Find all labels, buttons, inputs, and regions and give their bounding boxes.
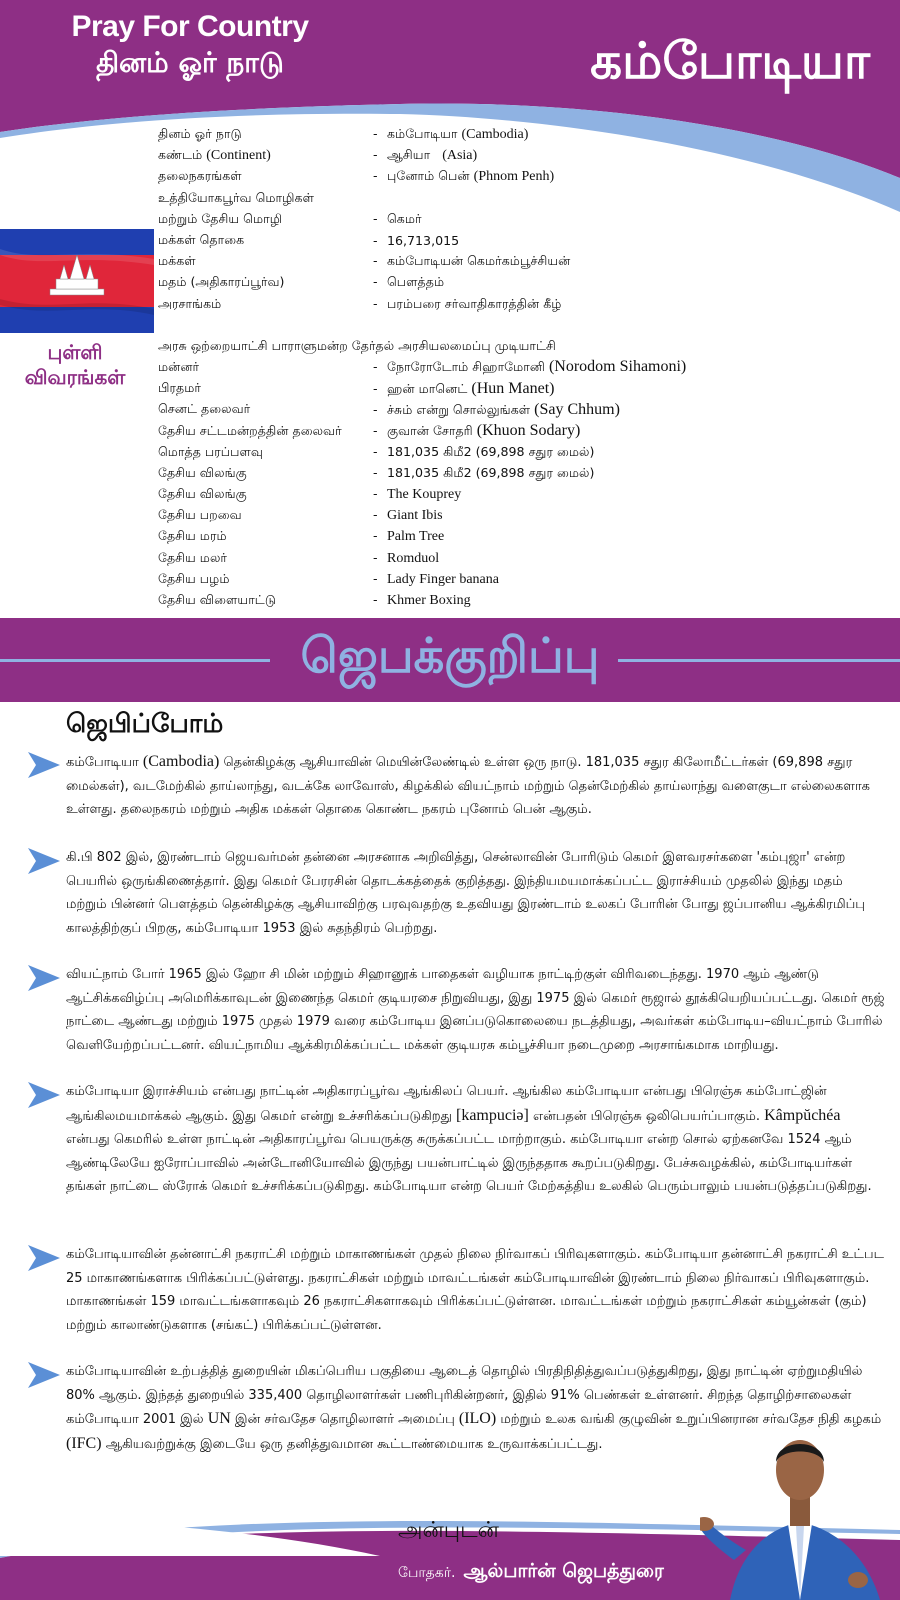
fact-key: செனட் தலைவர் xyxy=(158,401,251,417)
prayer-paragraph: கம்போடியாவின் உற்பத்தித் துறையின் மிகப்பெரிய பகுதியை ஆடைத் தொழில் பிரதிநிதித்துவப்படுத்துகிறது, இது நாட்டின் ஏற்றுமதியில் 80% ஆகும். இந்தத் துறையில் 335,400 தொழிலாளர்கள் பணிபுரிகின்றனர், இதில் 91% பெண்கள் உள்ளனர். சிறந்த தொழிற்சாலைகள் கம்போடியா 2001 இல் UN இன் சர்வதேச தொழிலாளர் அமைப்பு (ILO) மற்றும் உலக வங்கி குழுவின் உறுப்பினரான சர்வதேச நிதி கழகம் (IFC) ஆகியவற்றுக்கு இடையே ஒரு தனித்துவமான கூட்டாண்மையாக உருவாக்கப்பட்டது. xyxy=(66,1364,882,1452)
prayer-paragraph: கம்போடியா இராச்சியம் என்பது நாட்டின் அதிகாரப்பூர்வ ஆங்கிலப் பெயர். ஆங்கில கம்போடியா என்பது பிரெஞ்சு கம்போட்ஜின் ஆங்கிலமயமாக்கல் ஆகும். இது கெமர் என்று உச்சரிக்கப்படுகிறது [kampuciə] என்பதன் பிரெஞ்சு ஒலிபெயர்ப்பாகும். Kâmpŭchéa என்பது கெமரில் உள்ள நாட்டின் அதிகாரப்பூர்வ பெயருக்கு சுருக்கப்பட்ட மாற்றாகும். கம்போடியா என்ற சொல் ஏற்கனவே 1524 ஆம் ஆண்டிலேயே ஐரோப்பாவில் அன்டோனியோவில் இருந்து பயன்பாட்டில் இருந்ததாக கூறப்படுகிறது. பேச்சுவழக்கில், கம்போடியர்கள் தங்கள் நாட்டை ஸ்ரோக் கெமர் உச்சரிக்கப்படுகிறது. கம்போடியா என்ற பெயர் மேற்கத்திய உலகில் பெரும்பாலும் பயன்படுத்தப்படுகிறது. xyxy=(66,1084,872,1194)
government-line: அரசு ஒற்றையாட்சி பாராளுமன்ற தேர்தல் அரசியலமைப்பு முடியாட்சி xyxy=(158,337,556,353)
bullet-arrow-icon xyxy=(28,1362,60,1388)
bullet-arrow-icon xyxy=(28,1245,60,1271)
country-title: கம்போடியா xyxy=(590,32,870,90)
pray-title-en: Pray For Country xyxy=(71,10,309,43)
fact-key: தேசிய சட்டமன்றத்தின் தலைவர் xyxy=(158,422,342,438)
facts-table xyxy=(158,124,898,611)
prayer-paragraph: கம்போடியா (Cambodia) தென்கிழக்கு ஆசியாவின் மெயின்லேண்டில் உள்ள ஒரு நாடு. 181,035 சதுர கிலோமீட்டர்கள் (69,898 சதுர மைல்கள்), வடமேற்கில் தாய்லாந்து, வடக்கே லாவோஸ், கிழக்கில் வியட்நாம் மற்றும் தென்மேற்கில் தாய்லாந்து வளைகுடா எல்லைகளாக உள்ளது. தலைநகரம் மற்றும் அதிக மக்கள் தொகை கொண்ட நகரம் புனோம் பென் ஆகும். xyxy=(66,753,870,817)
fact-key: மதம் (அதிகாரப்பூர்வ) xyxy=(158,274,285,290)
pastor-name: ஆல்பார்ன் ஜெபத்துரை xyxy=(463,1560,664,1582)
fact-key: மக்கள் xyxy=(158,253,196,269)
fact-row xyxy=(158,145,898,166)
bullet-arrow-icon xyxy=(28,1082,60,1108)
bullet-arrow-icon xyxy=(28,752,60,778)
pastor-portrait xyxy=(700,1410,900,1600)
fact-key: தேசிய மலர் xyxy=(158,549,227,565)
government-row xyxy=(158,336,898,357)
fact-value: - பௌத்தம் xyxy=(373,274,898,291)
fact-value: - புனோம் பென் (Phnom Penh) xyxy=(373,168,898,185)
cambodia-flag-icon xyxy=(0,229,154,333)
fact-row xyxy=(158,124,898,145)
fact-row xyxy=(158,166,898,187)
side-label xyxy=(0,340,150,390)
fact-key: தேசிய பறவை xyxy=(158,507,242,523)
fact-value: - கம்போடியன் கெமர்கம்பூச்சியன் xyxy=(373,253,898,270)
fact-key: தேசிய விலங்கு xyxy=(158,486,247,502)
fact-key: பிரதமர் xyxy=(158,380,201,396)
fact-value: - பரம்பரை சர்வாதிகாரத்தின் கீழ் xyxy=(373,296,898,313)
fact-value: - Lady Finger banana xyxy=(373,571,898,588)
fact-row xyxy=(158,378,898,399)
fact-row xyxy=(158,484,898,505)
fact-value: - Giant Ibis xyxy=(373,507,898,524)
fact-row xyxy=(158,357,898,378)
fact-value: - ஹன் மானெட் (Hun Manet) xyxy=(373,380,898,398)
fact-row xyxy=(158,188,898,209)
fact-key: கண்டம் (Continent) xyxy=(158,147,271,164)
pray-title-ta: தினம் ஓர் நாடு xyxy=(96,46,284,79)
fact-key: மன்னர் xyxy=(158,358,200,374)
fact-key: மக்கள் தொகை xyxy=(158,232,245,248)
fact-value: - Khmer Boxing xyxy=(373,592,898,609)
fact-value: - கெமர் xyxy=(373,211,898,228)
fact-key: தேசிய பழம் xyxy=(158,570,230,586)
fact-row xyxy=(158,272,898,293)
prayer-points-band xyxy=(0,618,900,702)
fact-key: மற்றும் தேசிய மொழி xyxy=(158,210,283,226)
band-title: ஜெபக்குறிப்பு xyxy=(300,628,600,684)
fact-value: - 181,035 கிமீ2 (69,898 சதுர மைல்) xyxy=(373,465,898,482)
side-label-line1: புள்ளி xyxy=(47,340,103,364)
fact-value: - The Kouprey xyxy=(373,486,898,503)
fact-row xyxy=(158,209,898,230)
fact-row xyxy=(158,230,898,251)
pray-for-country-logo xyxy=(60,10,320,83)
fact-key: தலைநகரங்கள் xyxy=(158,168,242,184)
fact-row xyxy=(158,569,898,590)
bullet-arrow-icon xyxy=(28,965,60,991)
fact-value: - கம்போடியா (Cambodia) xyxy=(373,126,898,143)
fact-row xyxy=(158,463,898,484)
fact-value: - நோரோடோம் சிஹாமோனி (Norodom Sihamoni) xyxy=(373,358,898,376)
fact-key: மொத்த பரப்பளவு xyxy=(158,443,263,459)
fact-row xyxy=(158,294,898,315)
fact-row xyxy=(158,526,898,547)
fact-key: தினம் ஓர் நாடு xyxy=(158,126,242,142)
fact-value: - ஆசியா (Asia) xyxy=(373,147,898,164)
bullet-arrow-icon xyxy=(28,848,60,874)
fact-row xyxy=(158,442,898,463)
fact-value: - குவான் சோதரி (Khuon Sodary) xyxy=(373,422,898,440)
fact-value: - Romduol xyxy=(373,550,898,567)
side-label-line2: விவரங்கள் xyxy=(24,365,126,389)
fact-key: தேசிய விளையாட்டு xyxy=(158,592,277,608)
section-heading: ஜெபிப்போம் xyxy=(66,709,224,739)
fact-value: - ச்சும் என்று சொல்லுங்கள் (Say Chhum) xyxy=(373,401,898,419)
prayer-paragraph: கி.பி 802 இல், இரண்டாம் ஜெயவர்மன் தன்னை அரசனாக அறிவித்து, சென்லாவின் போரிடும் கெமர் இளவரசர்களை 'கம்புஜா' என்ற பெயரில் ஒருங்கிணைத்தார். இது கெமர் பேரரசின் தொடக்கத்தைக் குறித்தது. இந்தியமயமாக்கப்பட்ட இராச்சியம் முதலில் இந்து மதம் மற்றும் பின்னர் பௌத்தம் தென்கிழக்கு ஆசியாவிற்கு பரவுவதற்கு உதவியது இரண்டாம் உலகப் போரின் போது ஜப்பானிய ஆக்கிரமிப்பு காலத்திற்குப் பிறகு, கம்போடியா 1953 இல் சுதந்திரம் பெற்றது. xyxy=(66,850,865,936)
fact-value: - Palm Tree xyxy=(373,528,898,545)
prayer-paragraph: கம்போடியாவின் தன்னாட்சி நகராட்சி மற்றும் மாகாணங்கள் முதல் நிலை நிர்வாகப் பிரிவுகளாகும். கம்போடியா தன்னாட்சி நகராட்சி உட்பட 25 மாகாணங்களாக பிரிக்கப்பட்டுள்ளது. நகராட்சிகள் மற்றும் மாவட்டங்கள் கம்போடியாவின் இரண்டாம் நிலை நிர்வாகப் பிரிவுகளாகும். மாகாணங்கள் 159 மாவட்டங்களாகவும் 26 நகராட்சிகளாகவும் பிரிக்கப்பட்டுள்ளன. மாவட்டங்கள் மற்றும் நகராட்சிகள் கம்யூன்கள் (கும்) மற்றும் காலாண்டுகளாக (சங்கட்) பிரிக்கப்பட்டுள்ளன. xyxy=(66,1247,884,1333)
prayer-paragraph: வியட்நாம் போர் 1965 இல் ஹோ சி மின் மற்றும் சிஹானூக் பாதைகள் வழியாக நாட்டிற்குள் விரிவடைந்தது. 1970 ஆம் ஆண்டு ஆட்சிக்கவிழ்ப்பு அமெரிக்காவுடன் இணைந்த கெமர் குடியரசை நிறுவியது, இது 1975 இல் கெமர் ரூஜால் தூக்கியெறியப்பட்டது. கெமர் ரூஜ் நாட்டை ஆண்டது மற்றும் 1975 முதல் 1979 வரை கம்போடிய இனப்படுகொலையை நடத்தியது, அவர்கள் கம்போடிய–வியட்நாம் போரில் வெளியேற்றப்பட்டனர். வியட்நாமிய ஆக்கிரமிக்கப்பட்ட மக்கள் குடியரசு கம்பூச்சியா நடைமுறை அரசாங்கமாக மாறியது. xyxy=(66,967,885,1053)
signature-anbudan: அன்புடன் xyxy=(398,1518,499,1543)
fact-value: - 16,713,015 xyxy=(373,233,898,248)
fact-row xyxy=(158,548,898,569)
fact-row xyxy=(158,505,898,526)
pastor-signature xyxy=(398,1560,664,1585)
fact-row xyxy=(158,399,898,420)
fact-key: தேசிய விலங்கு xyxy=(158,464,247,480)
fact-key: தேசிய மரம் xyxy=(158,528,227,544)
fact-key: அரசாங்கம் xyxy=(158,295,222,311)
fact-row xyxy=(158,590,898,611)
fact-value: - 181,035 கிமீ2 (69,898 சதுர மைல்) xyxy=(373,444,898,461)
pastor-title: போதகர். xyxy=(398,1565,456,1581)
fact-row xyxy=(158,420,898,441)
fact-row xyxy=(158,251,898,272)
fact-key: உத்தியோகபூர்வ மொழிகள் xyxy=(158,189,314,205)
